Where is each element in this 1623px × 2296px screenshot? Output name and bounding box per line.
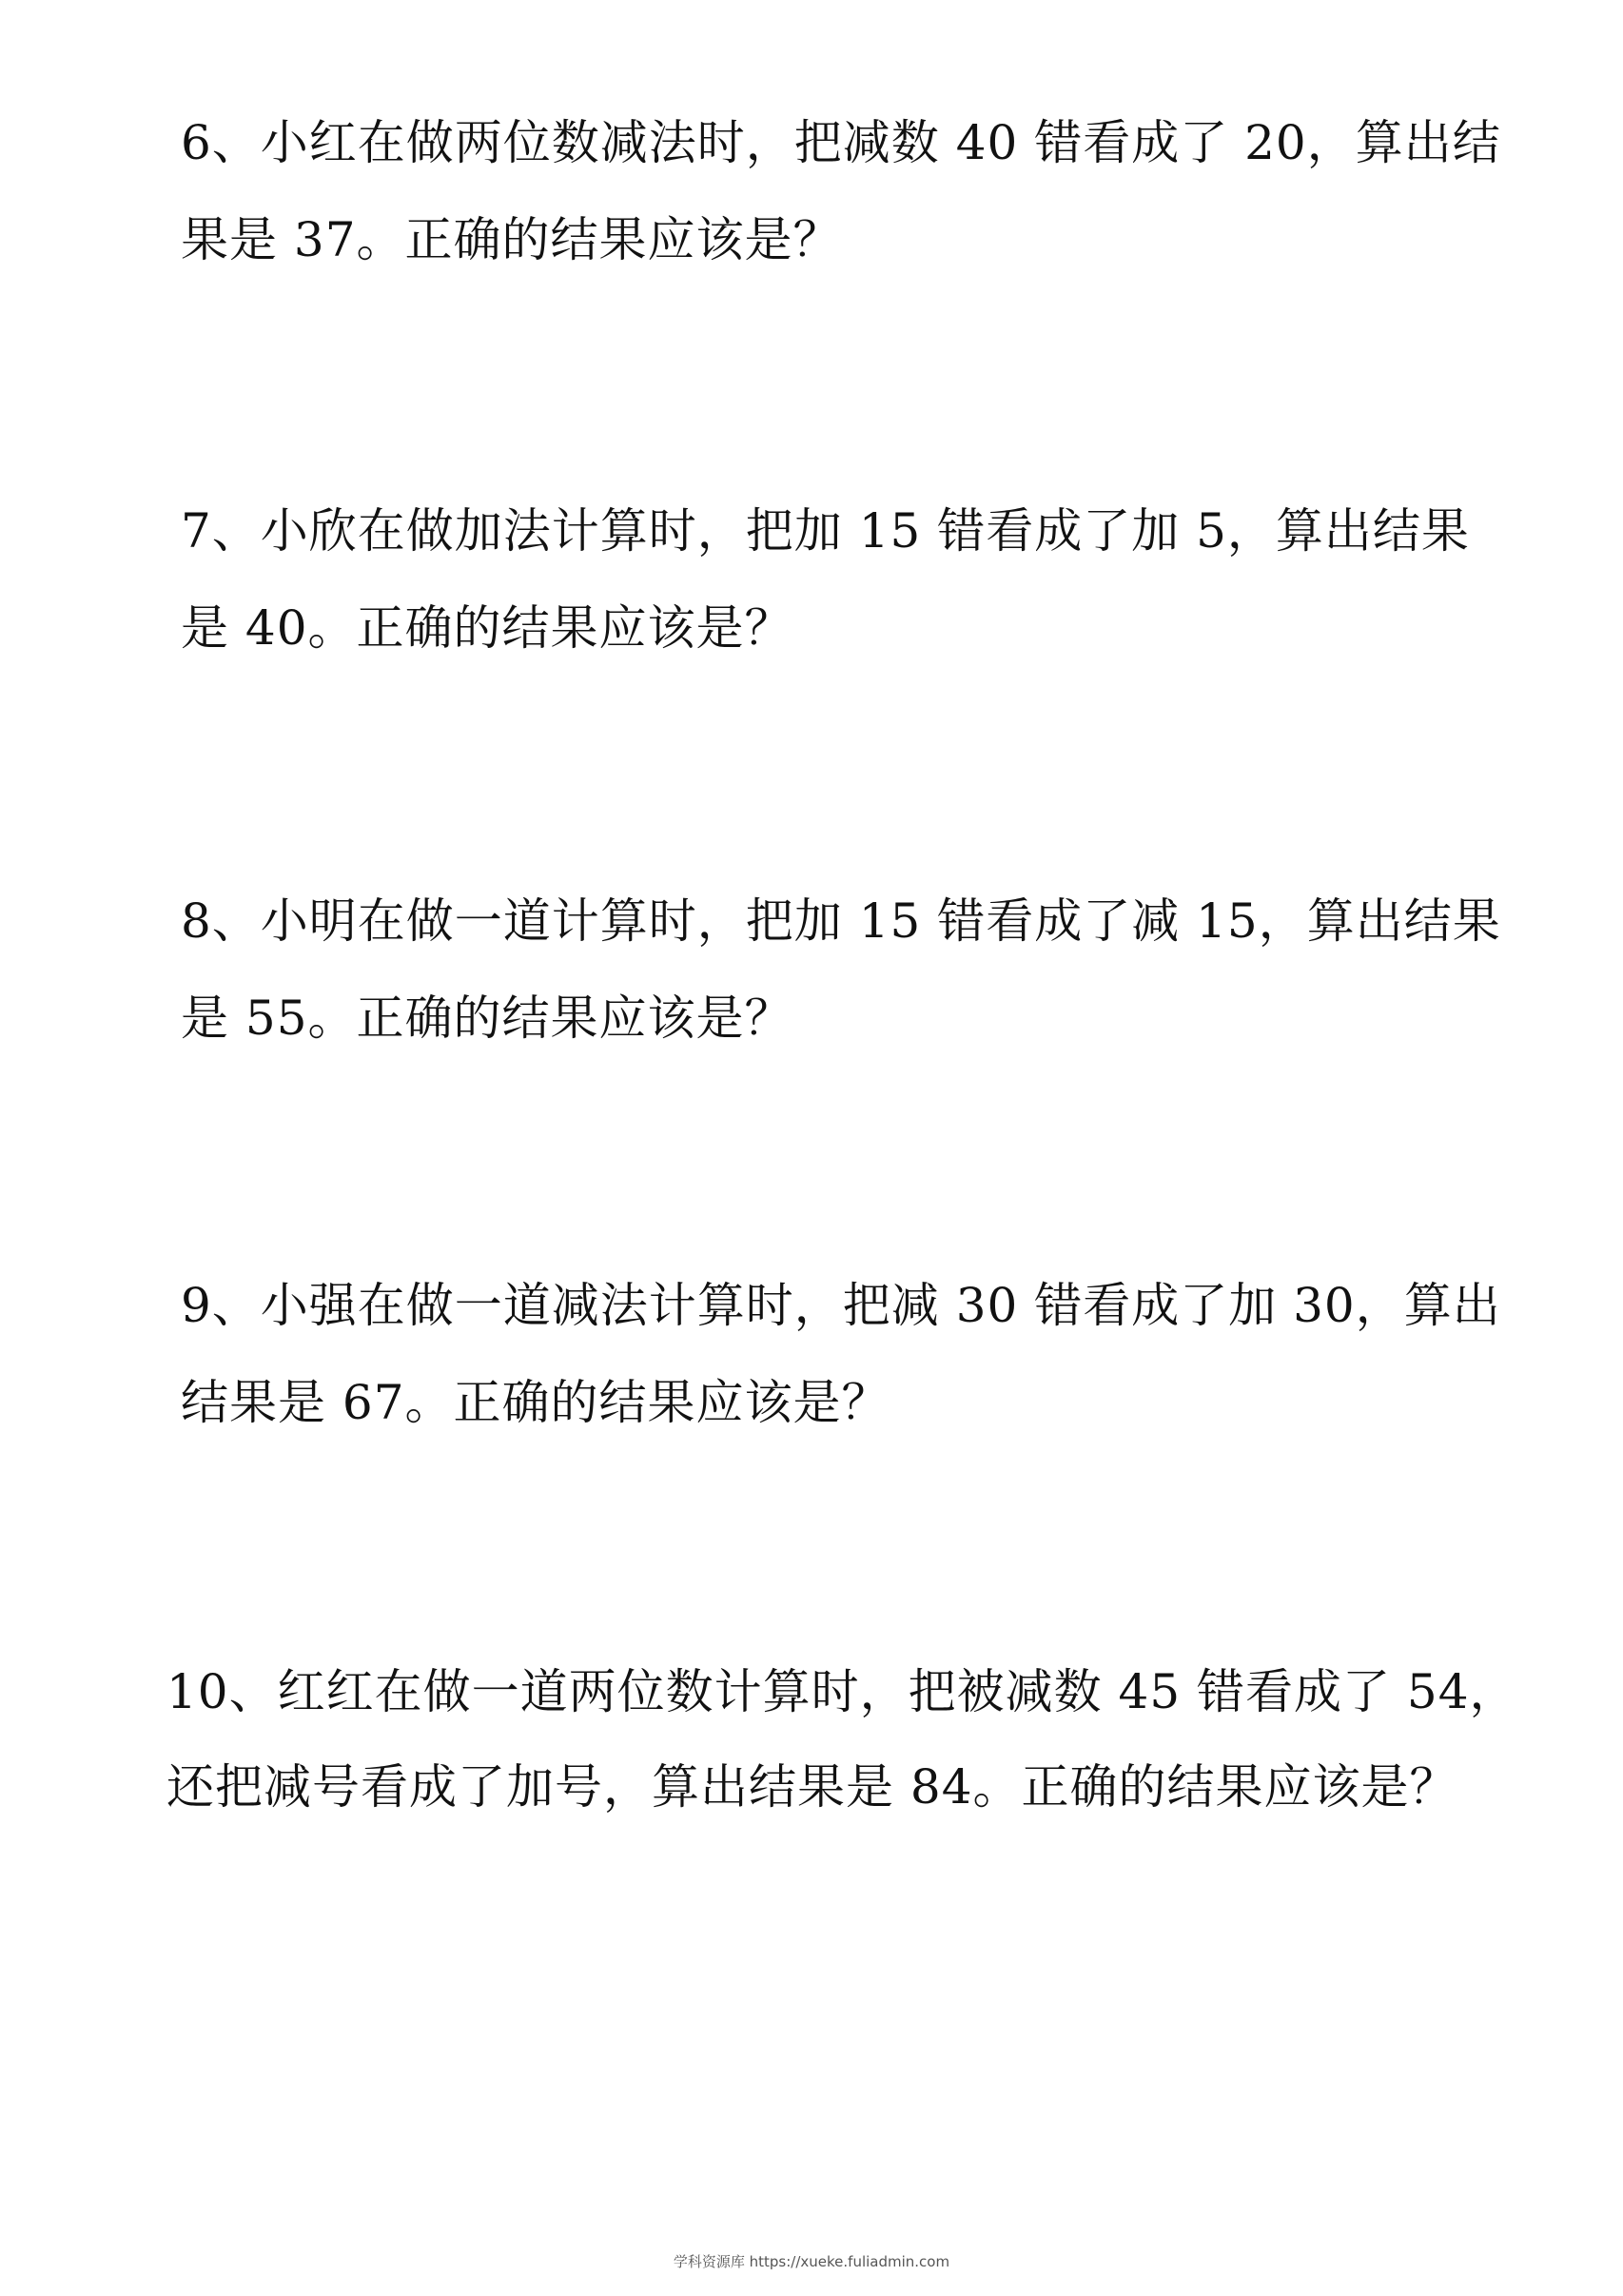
problem-8-line-1: 8、小明在做一道计算时，把加 15 错看成了减 15，算出结果 [181,893,1501,949]
problem-9-line-2: 结果是 67。正确的结果应该是？ [181,1375,890,1430]
problem-7-line-2: 是 40。正确的结果应该是？ [181,600,793,656]
footer-watermark: 学科资源库 https://xueke.fuliadmin.com [673,2253,950,2270]
problem-10-line-1: 10、红红在做一道两位数计算时，把被减数 45 错看成了 54， [166,1664,1518,1719]
problem-10-line-2: 还把减号看成了加号，算出结果是 84。正确的结果应该是？ [166,1759,1458,1815]
problem-6-line-2: 果是 37。正确的结果应该是？ [181,212,842,267]
problem-7-line-1: 7、小欣在做加法计算时，把加 15 错看成了加 5，算出结果 [181,503,1470,559]
problem-8-line-2: 是 55。正确的结果应该是？ [181,991,793,1046]
problem-9-line-1: 9、小强在做一道减法计算时，把减 30 错看成了加 30，算出 [181,1278,1501,1333]
problem-6-line-1: 6、小红在做两位数减法时，把减数 40 错看成了 20，算出结 [181,115,1501,170]
